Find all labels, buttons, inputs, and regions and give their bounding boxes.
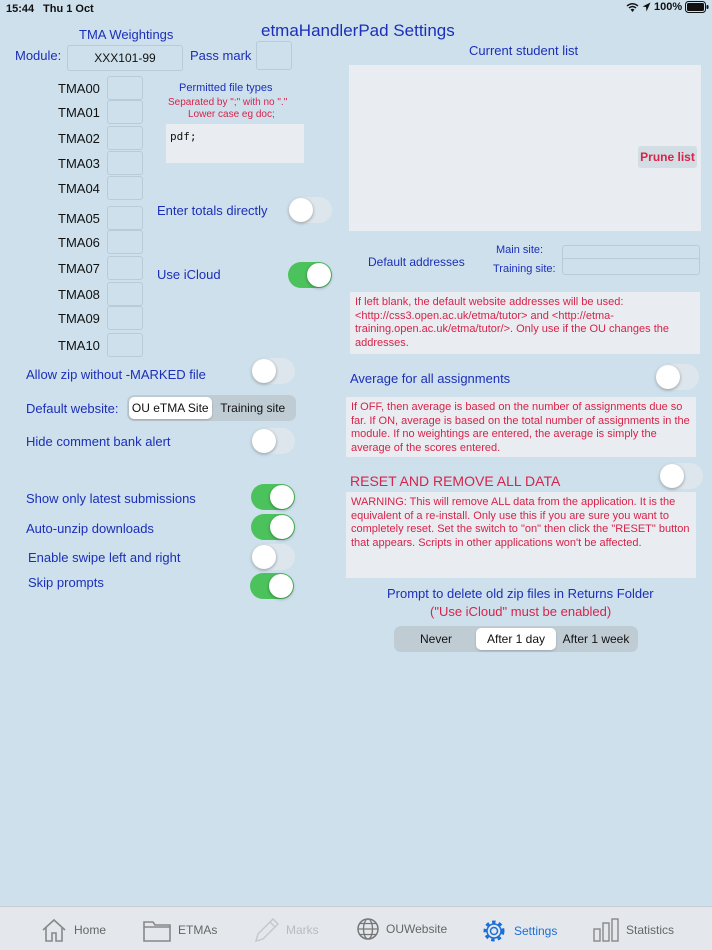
toggle-knob (307, 263, 331, 287)
allow-zip-toggle[interactable] (251, 358, 295, 384)
folder-icon (142, 917, 172, 943)
tma-weight-input[interactable] (107, 100, 143, 124)
toggle-knob (270, 515, 294, 539)
reset-warning: WARNING: This will remove ALL data from the application. It is the equivalent of a re-install. Only use this if you are sure you want to completely reset. Set the switch to "on" then click the "RESET" button that appears. Scripts in other applications won't be affected. (346, 492, 696, 578)
tab-marks[interactable] (252, 917, 319, 943)
student-list-heading: Current student list (469, 43, 579, 58)
swipe-toggle[interactable] (251, 544, 295, 570)
status-indicators (626, 1, 709, 13)
tab-settings[interactable] (480, 917, 557, 945)
tab-ouwebsite[interactable] (356, 917, 447, 941)
toggle-knob (289, 198, 313, 222)
tma-weight-input[interactable] (107, 176, 143, 200)
tma-label: TMA01 (58, 105, 100, 120)
tma-label: TMA08 (58, 287, 100, 302)
tma-weight-input[interactable] (107, 126, 143, 150)
tab-etmas[interactable] (142, 917, 217, 943)
toggle-knob (252, 545, 276, 569)
delete-option-week[interactable]: After 1 week (562, 632, 630, 646)
skip-prompts-label: Skip prompts (28, 575, 104, 590)
toggle-knob (252, 359, 276, 383)
tma-label: TMA00 (58, 81, 100, 96)
tma-weight-input[interactable] (107, 76, 143, 100)
tma-weight-input[interactable] (107, 230, 143, 254)
use-icloud-label: Use iCloud (157, 267, 221, 282)
tma-weight-input[interactable] (107, 206, 143, 230)
delete-option-day[interactable]: After 1 day (476, 628, 556, 650)
tma-label: TMA05 (58, 211, 100, 226)
location-icon (642, 2, 651, 13)
bar-chart-icon (592, 917, 620, 943)
prune-list-button[interactable]: Prune list (638, 146, 697, 168)
addresses-note: If left blank, the default website addresses will be used: <http://css3.open.ac.uk/etma/tutor> and <http://etma-training.open.ac.uk/etma/tutor/>. Only use if the OU changes the addresses. (350, 292, 700, 354)
tma-label: TMA09 (58, 311, 100, 326)
auto-unzip-label: Auto-unzip downloads (26, 521, 154, 536)
enter-totals-toggle[interactable] (288, 197, 332, 223)
module-label: Module: (15, 48, 62, 63)
pass-mark-label: Pass mark (190, 48, 252, 63)
website-option-training[interactable]: Training site (220, 401, 286, 415)
default-website-label: Default website: (26, 401, 119, 416)
file-types-hint-1: Separated by ";" with no "." (168, 97, 288, 108)
toggle-knob (270, 485, 294, 509)
battery-percent: 100% (654, 1, 683, 13)
delete-zip-label: Prompt to delete old zip files in Returns Folder (387, 586, 654, 601)
status-time: 15:44 (6, 3, 35, 15)
hide-comment-toggle[interactable] (251, 428, 295, 454)
default-addresses-label: Default addresses (368, 255, 465, 269)
battery-icon (685, 1, 709, 13)
delete-zip-sublabel: ("Use iCloud" must be enabled) (430, 604, 612, 619)
website-option-ou[interactable]: OU eTMA Site (129, 397, 212, 419)
tab-statistics[interactable] (592, 917, 674, 943)
tma-label: TMA07 (58, 261, 100, 276)
skip-prompts-toggle[interactable] (250, 573, 294, 599)
tab-home-label: Home (74, 923, 107, 937)
training-site-label: Training site: (493, 263, 556, 275)
tma-weight-input[interactable] (107, 306, 143, 330)
tma-label: TMA10 (58, 338, 100, 353)
average-note: If OFF, then average is based on the number of assignments due so far. If ON, average is based on the total number of assignments in the module. If no weightings are entered, the average is simply the average of the scores entered. (346, 397, 696, 457)
tab-marks-label: Marks (286, 923, 319, 937)
toggle-knob (252, 429, 276, 453)
tma-weight-input[interactable] (107, 151, 143, 175)
training-site-input[interactable] (562, 258, 700, 275)
toggle-knob (656, 365, 680, 389)
reset-toggle[interactable] (659, 463, 703, 489)
file-types-input[interactable]: pdf; (166, 124, 304, 163)
use-icloud-toggle[interactable] (288, 262, 332, 288)
tma-label: TMA06 (58, 235, 100, 250)
page-title: etmaHandlerPad Settings (261, 21, 455, 40)
allow-zip-label: Allow zip without -MARKED file (26, 367, 206, 382)
toggle-knob (269, 574, 293, 598)
toggle-knob (660, 464, 684, 488)
tab-statistics-label: Statistics (626, 923, 675, 937)
tma-weight-input[interactable] (107, 282, 143, 306)
main-site-label: Main site: (496, 244, 544, 256)
latest-submissions-toggle[interactable] (251, 484, 295, 510)
status-date: Thu 1 Oct (43, 3, 94, 15)
tma-label: TMA03 (58, 156, 100, 171)
average-toggle[interactable] (655, 364, 699, 390)
tab-etmas-label: ETMAs (178, 923, 218, 937)
pass-mark-input[interactable] (256, 41, 292, 70)
tma-weightings-heading: TMA Weightings (79, 27, 174, 42)
default-website-segmented (127, 395, 296, 421)
auto-unzip-toggle[interactable] (251, 514, 295, 540)
average-label: Average for all assignments (350, 371, 511, 386)
file-types-heading: Permitted file types (179, 82, 273, 94)
gear-icon (480, 917, 508, 945)
home-icon (40, 917, 68, 943)
file-types-hint-2: Lower case eg doc; (188, 109, 275, 120)
reset-label: RESET AND REMOVE ALL DATA (350, 473, 561, 489)
tma-weight-input[interactable] (107, 333, 143, 357)
pen-icon (252, 917, 280, 943)
tab-bar (0, 906, 712, 950)
delete-option-never[interactable]: Never (419, 632, 452, 646)
module-input[interactable]: XXX101-99 (67, 45, 183, 71)
latest-submissions-label: Show only latest submissions (26, 491, 196, 506)
tma-label: TMA04 (58, 181, 100, 196)
tab-settings-label: Settings (514, 924, 558, 938)
tab-home[interactable] (40, 917, 106, 943)
hide-comment-label: Hide comment bank alert (26, 434, 171, 449)
enter-totals-label: Enter totals directly (157, 203, 268, 218)
swipe-label: Enable swipe left and right (28, 550, 181, 565)
globe-icon (356, 917, 380, 941)
tma-weight-input[interactable] (107, 256, 143, 280)
delete-zip-segmented (394, 626, 638, 652)
tma-label: TMA02 (58, 131, 100, 146)
wifi-icon (626, 2, 639, 13)
tab-ouwebsite-label: OUWebsite (386, 922, 448, 936)
